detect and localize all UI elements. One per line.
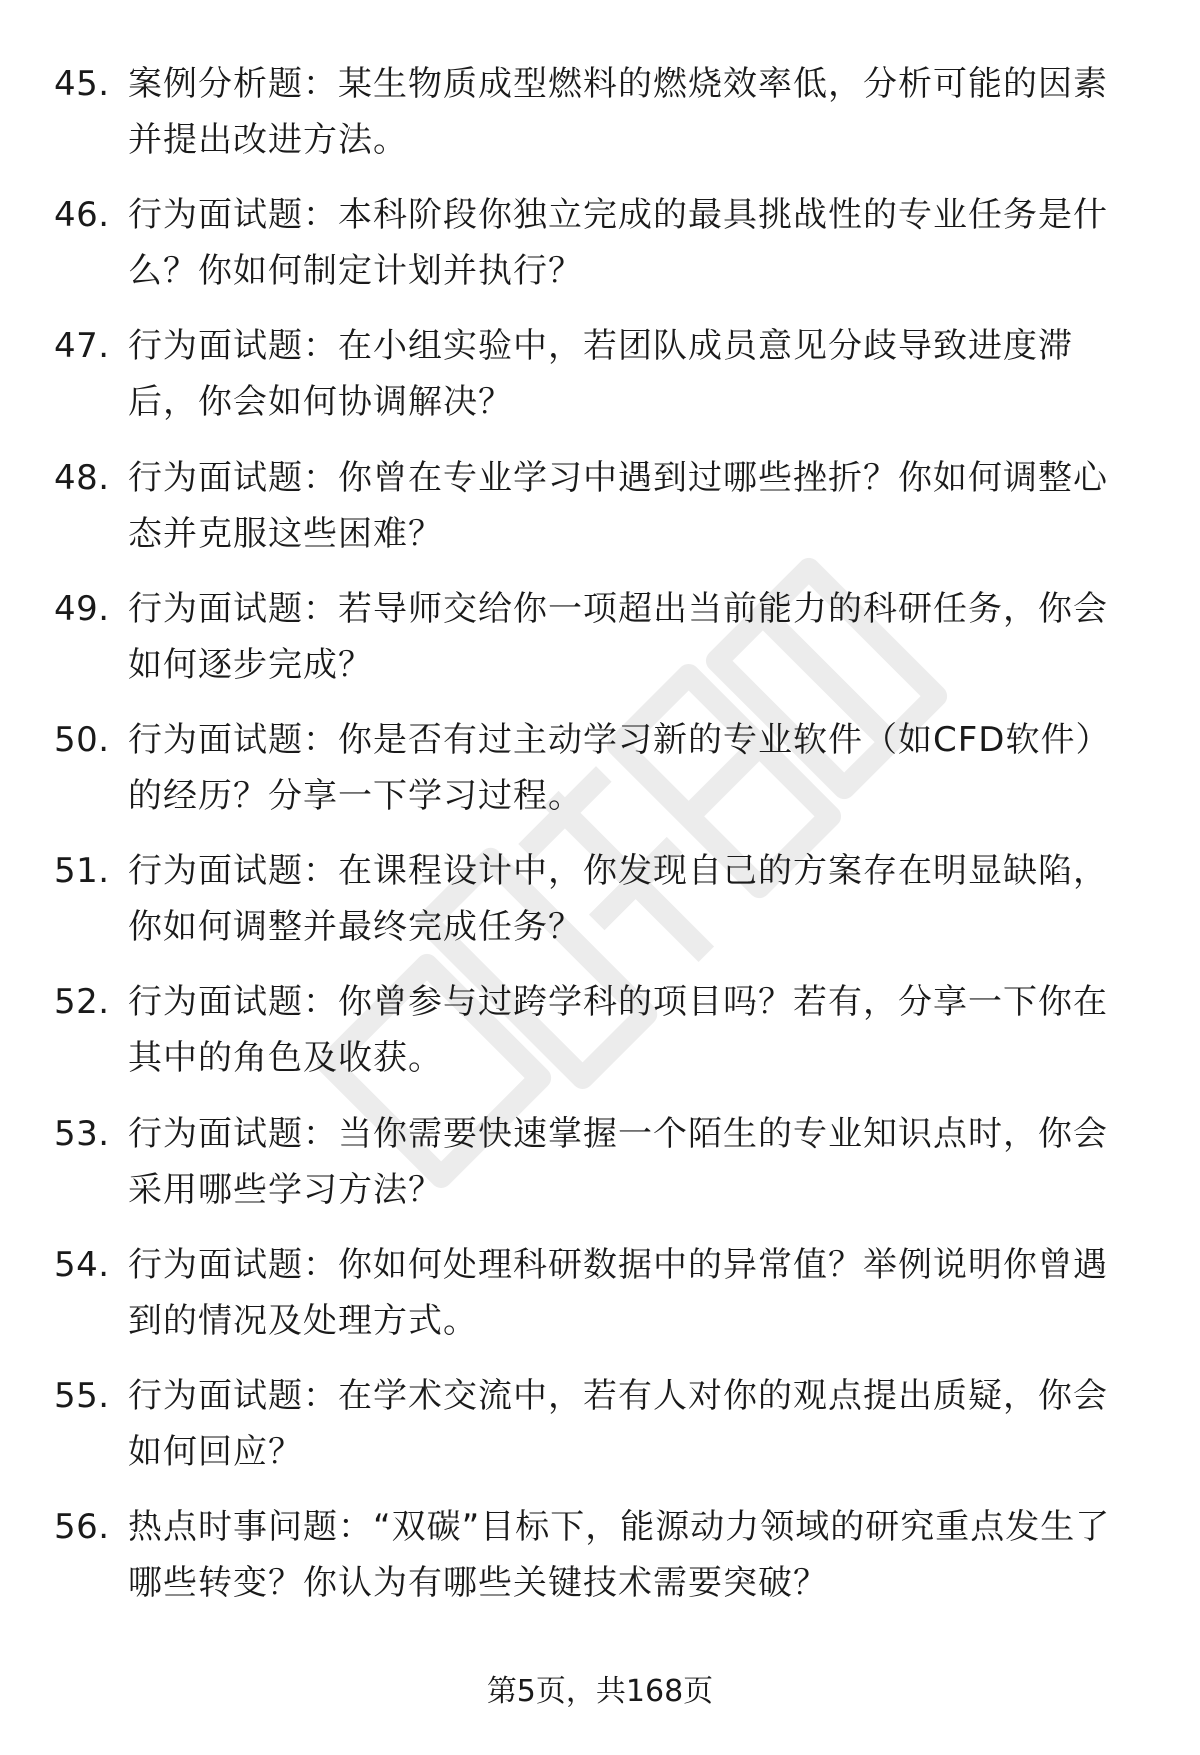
question-text: 案例分析题：某生物质成型燃料的燃烧效率低，分析可能的因素并提出改进方法。: [128, 64, 1108, 160]
question-text: 行为面试题：在小组实验中，若团队成员意见分歧导致进度滞后，你会如何协调解决？: [128, 326, 1073, 423]
question-item: [0, 581, 1200, 712]
question-item: [0, 1368, 1200, 1499]
question-item: [0, 56, 1200, 187]
question-text: 行为面试题：你是否有过主动学习新的专业软件（如CFD软件）的经历？分享一下学习过程。: [128, 719, 1111, 816]
question-text: 热点时事问题：“双碳”目标下，能源动力领域的研究重点发生了哪些转变？你认为有哪些关键技术需要突破？: [128, 1507, 1111, 1604]
question-text: 行为面试题：你曾参与过跨学科的项目吗？若有，分享一下你在其中的角色及收获。: [128, 982, 1108, 1079]
question-item: [0, 974, 1200, 1105]
question-number: 50.: [54, 719, 110, 760]
question-list: [0, 56, 1200, 1630]
question-item: [0, 1106, 1200, 1237]
question-number: 54.: [54, 1244, 110, 1285]
question-number: 55.: [54, 1375, 110, 1416]
question-item: [0, 1237, 1200, 1368]
question-item: [0, 1499, 1200, 1630]
question-text: 行为面试题：当你需要快速掌握一个陌生的专业知识点时，你会采用哪些学习方法？: [128, 1113, 1108, 1210]
page-footer: 第5页，共168页: [486, 1674, 714, 1709]
question-item: [0, 318, 1200, 449]
question-number: 52.: [54, 982, 110, 1023]
question-item: [0, 712, 1200, 843]
question-text: 行为面试题：你如何处理科研数据中的异常值？举例说明你曾遇到的情况及处理方式。: [128, 1244, 1108, 1341]
question-text: 行为面试题：若导师交给你一项超出当前能力的科研任务，你会如何逐步完成？: [128, 588, 1108, 685]
question-text: 行为面试题：你曾在专业学习中遇到过哪些挫折？你如何调整心态并克服这些困难？: [128, 457, 1108, 554]
question-number: 51.: [54, 851, 110, 892]
question-item: [0, 187, 1200, 318]
question-text: 行为面试题：在课程设计中，你发现自己的方案存在明显缺陷，你如何调整并最终完成任务？: [128, 851, 1108, 948]
question-number: 56.: [54, 1507, 110, 1548]
question-number: 49.: [54, 588, 110, 629]
question-text: 行为面试题：在学术交流中，若有人对你的观点提出质疑，你会如何回应？: [128, 1375, 1108, 1472]
question-text: 行为面试题：本科阶段你独立完成的最具挑战性的专业任务是什么？你如何制定计划并执行？: [128, 195, 1108, 292]
question-number: 53.: [54, 1113, 110, 1154]
question-number: 48.: [54, 457, 110, 498]
question-number: 46.: [54, 195, 110, 236]
question-number: 47.: [54, 326, 110, 367]
question-item: [0, 450, 1200, 581]
question-number: 45.: [54, 64, 110, 104]
question-item: [0, 843, 1200, 974]
